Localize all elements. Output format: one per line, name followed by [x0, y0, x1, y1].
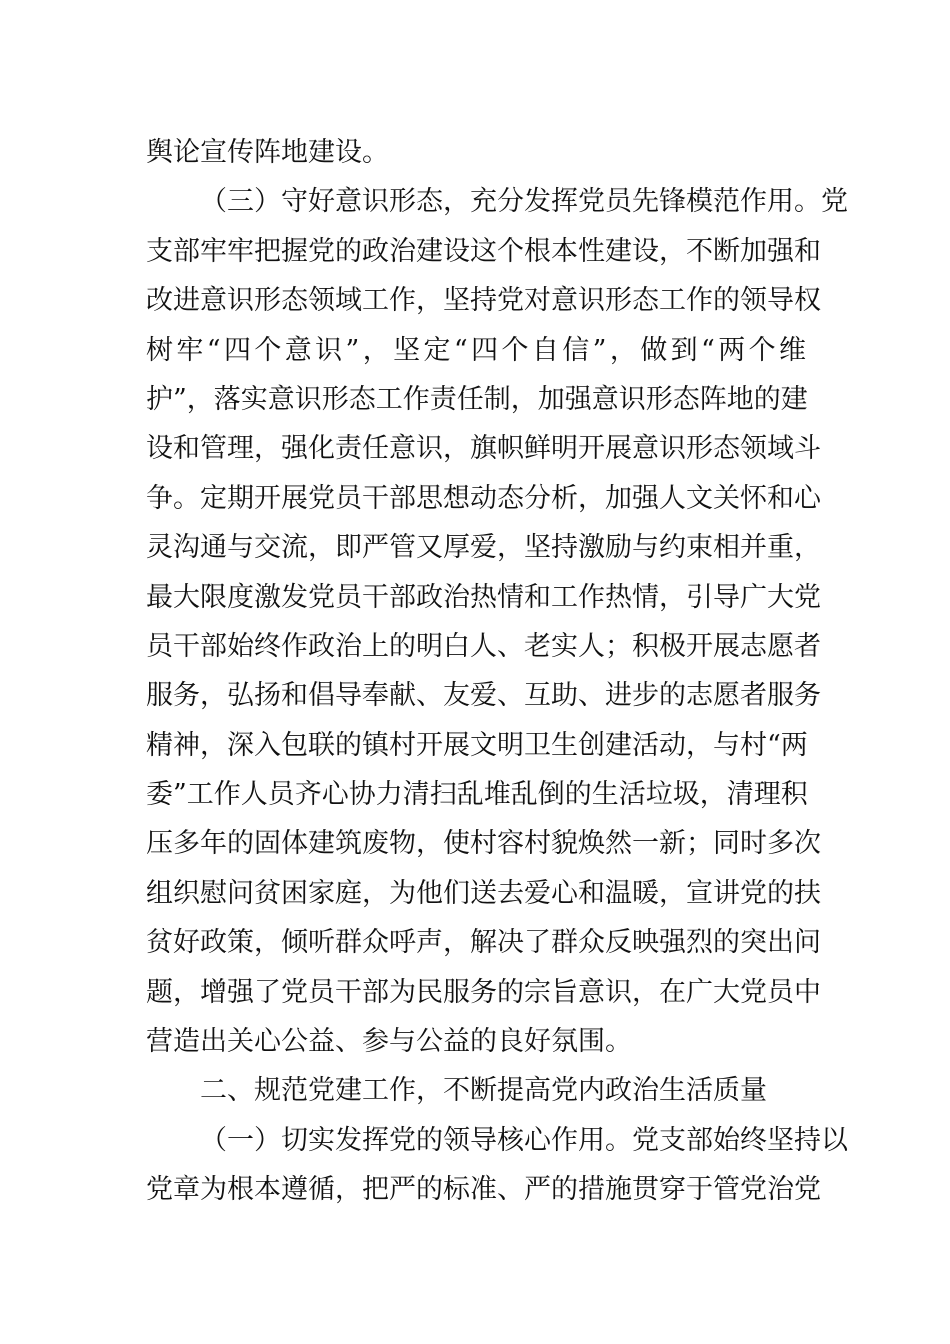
paragraph-line: 改进意识形态领域工作，坚持党对意识形态工作的领导权	[146, 285, 821, 317]
paragraph-line: 舆论宣传阵地建设。	[146, 137, 389, 168]
paragraph-line: 题，增强了党员干部为民服务的宗旨意识，在广大党员中	[146, 976, 821, 1008]
paragraph-line: （一）切实发挥党的领导核心作用。党支部始终坚持以	[200, 1124, 848, 1156]
paragraph-line: 压多年的固体建筑废物，使村容村貌焕然一新；同时多次	[146, 828, 821, 860]
paragraph-line: 服务，弘扬和倡导奉献、友爱、互助、进步的志愿者服务	[146, 680, 821, 712]
section-heading: 二、规范党建工作，不断提高党内政治生活质量	[200, 1075, 767, 1107]
paragraph-line: 护”，落实意识形态工作责任制，加强意识形态阵地的建	[146, 383, 808, 415]
paragraph-line: 最大限度激发党员干部政治热情和工作热情，引导广大党	[146, 581, 821, 613]
paragraph-line: 设和管理，强化责任意识，旗帜鲜明开展意识形态领域斗	[146, 433, 821, 465]
paragraph-line: 支部牢牢把握党的政治建设这个根本性建设，不断加强和	[146, 235, 821, 267]
paragraph-line: 委”工作人员齐心协力清扫乱堆乱倒的生活垃圾，清理积	[146, 779, 808, 811]
body-text	[146, 128, 848, 1215]
paragraph-line: 贫好政策，倾听群众呼声，解决了群众反映强烈的突出问	[146, 927, 821, 959]
paragraph-line: 争。定期开展党员干部思想动态分析，加强人文关怀和心	[146, 482, 821, 514]
paragraph-line: （三）守好意识形态，充分发挥党员先锋模范作用。党	[200, 186, 848, 218]
paragraph-line: 党章为根本遵循，把严的标准、严的措施贯穿于管党治党	[146, 1174, 821, 1206]
paragraph-line: 营造出关心公益、参与公益的良好氛围。	[146, 1026, 632, 1058]
paragraph-line: 精神，深入包联的镇村开展文明卫生创建活动，与村“两	[146, 729, 808, 761]
paragraph-line: 树牢“四个意识”，坚定“四个自信”，做到“两个维	[146, 334, 806, 366]
paragraph-line: 组织慰问贫困家庭，为他们送去爱心和温暖，宣讲党的扶	[146, 877, 821, 909]
paragraph-line: 灵沟通与交流，即严管又厚爱，坚持激励与约束相并重，	[146, 532, 821, 564]
paragraph-line: 员干部始终作政治上的明白人、老实人；积极开展志愿者	[146, 630, 821, 662]
